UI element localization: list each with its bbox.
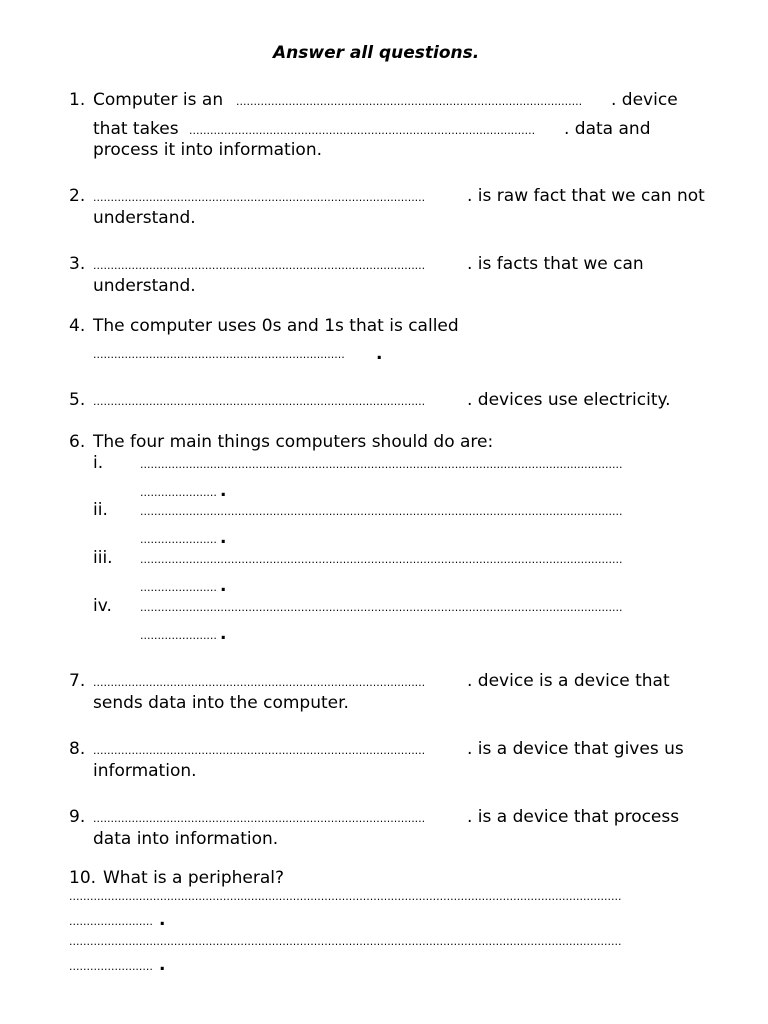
period: . [220, 481, 227, 501]
answer-blank[interactable]: ...................... [140, 629, 217, 642]
answer-blank[interactable]: .......................................................................................................................................... [140, 458, 623, 471]
question-text: What is a peripheral? [103, 868, 285, 888]
answer-blank[interactable]: .............................................................................................................................................................. [69, 935, 622, 948]
answer-blank[interactable]: ............................................................................................... [93, 191, 426, 204]
question-text: . is facts that we can [467, 254, 644, 274]
question-text: . devices use electricity. [467, 390, 671, 410]
question-text: process it into information. [93, 140, 323, 160]
question-text: that takes [93, 119, 179, 139]
question-number: 6. [69, 432, 86, 452]
question-text: data into information. [93, 829, 279, 849]
question-number: 10. [69, 868, 97, 888]
roman-numeral: i. [93, 453, 104, 473]
question-number: 7. [69, 671, 86, 691]
answer-blank[interactable]: ............................................................................................... [93, 395, 426, 408]
period: . [159, 955, 166, 975]
answer-blank[interactable]: ...................... [140, 486, 217, 499]
answer-blank[interactable]: ........................................................................ [93, 348, 345, 361]
period: . [220, 528, 227, 548]
answer-blank[interactable]: ............................................................................................... [93, 676, 426, 689]
question-text: . is a device that process [467, 807, 680, 827]
roman-numeral: iii. [93, 548, 113, 568]
period: . [159, 910, 166, 930]
question-text: The computer uses 0s and 1s that is called [93, 316, 459, 336]
roman-numeral: ii. [93, 500, 108, 520]
period: . [376, 344, 383, 364]
question-number: 4. [69, 316, 86, 336]
question-number: 3. [69, 254, 86, 274]
answer-blank[interactable]: ............................................................................................... [93, 259, 426, 272]
answer-blank[interactable]: ...................... [140, 581, 217, 594]
question-text: . device [611, 90, 678, 110]
roman-numeral: iv. [93, 596, 112, 616]
question-text: sends data into the computer. [93, 693, 349, 713]
question-text: understand. [93, 276, 196, 296]
question-number: 8. [69, 739, 86, 759]
question-number: 5. [69, 390, 86, 410]
period: . [220, 624, 227, 644]
answer-blank[interactable]: ................................................................................................... [189, 124, 536, 137]
answer-blank[interactable]: .......................................................................................................................................... [140, 505, 623, 518]
question-text: . is raw fact that we can not [467, 186, 705, 206]
question-text: Computer is an [93, 90, 224, 110]
answer-blank[interactable]: ........................ [69, 915, 153, 928]
question-text: . device is a device that [467, 671, 670, 691]
answer-blank[interactable]: ................................................................................................... [236, 95, 583, 108]
question-text: information. [93, 761, 197, 781]
answer-blank[interactable]: ............................................................................................... [93, 812, 426, 825]
question-number: 9. [69, 807, 86, 827]
question-text: understand. [93, 208, 196, 228]
question-text: . is a device that gives us [467, 739, 684, 759]
answer-blank[interactable]: .......................................................................................................................................... [140, 553, 623, 566]
answer-blank[interactable]: .............................................................................................................................................................. [69, 890, 622, 903]
page-title: Answer all questions. [273, 43, 480, 63]
answer-blank[interactable]: ............................................................................................... [93, 744, 426, 757]
question-text: . data and [564, 119, 651, 139]
question-text: The four main things computers should do are: [93, 432, 494, 452]
period: . [220, 576, 227, 596]
answer-blank[interactable]: ...................... [140, 533, 217, 546]
answer-blank[interactable]: ........................ [69, 960, 153, 973]
answer-blank[interactable]: .......................................................................................................................................... [140, 601, 623, 614]
question-number: 2. [69, 186, 86, 206]
question-number: 1. [69, 90, 86, 110]
